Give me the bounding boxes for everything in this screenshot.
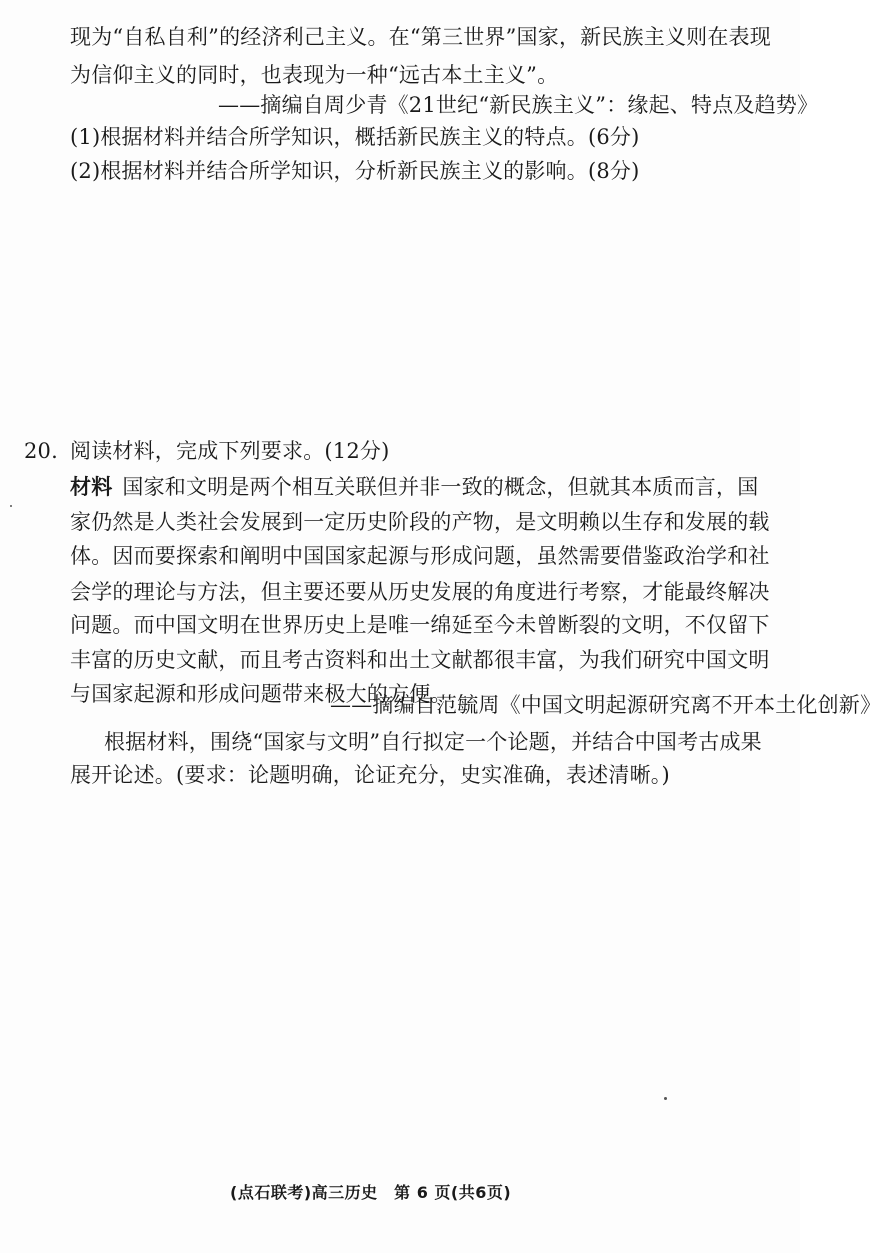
q19-subquestion-2: (2)根据材料并结合所学知识，分析新民族主义的影响。(8分) xyxy=(70,159,640,183)
q20-source-citation: ——摘编自范毓周《中国文明起源研究离不开本土化创新》 xyxy=(330,693,881,717)
q19-material-line: 现为“自私自利”的经济利己主义。在“第三世界”国家，新民族主义则在表现 xyxy=(70,25,771,49)
material-label: 材料 xyxy=(70,474,113,499)
q19-material-line: 为信仰主义的同时，也表现为一种“远古本土主义”。 xyxy=(70,63,559,87)
q19-subquestion-1: (1)根据材料并结合所学知识，概括新民族主义的特点。(6分) xyxy=(70,125,640,149)
q20-material-line: 问题。而中国文明在世界历史上是唯一绵延至今未曾断裂的文明，不仅留下 xyxy=(70,613,770,637)
material-text: 国家和文明是两个相互关联但并非一致的概念，但就其本质而言，国 xyxy=(122,475,759,499)
question-instruction: 阅读材料，完成下列要求。(12分) xyxy=(70,439,390,463)
q20-material-line: 体。因而要探索和阐明中国国家起源与形成问题，虽然需要借鉴政治学和社 xyxy=(70,544,770,568)
page-footer: (点石联考)高三历史 第 6 页(共6页) xyxy=(230,1183,512,1202)
scan-speck xyxy=(664,1097,667,1100)
q20-material-line: 与国家起源和形成问题带来极大的方便。 xyxy=(70,682,452,706)
q20-material-line xyxy=(70,472,758,502)
q20-heading xyxy=(24,436,390,466)
q20-material-line: 丰富的历史文献，而且考古资料和出土文献都很丰富，为我们研究中国文明 xyxy=(70,648,770,672)
q20-requirement-line: 根据材料，围绕“国家与文明”自行拟定一个论题，并结合中国考古成果 xyxy=(104,730,762,754)
q19-source-citation: ——摘编自周少青《21世纪“新民族主义”：缘起、特点及趋势》 xyxy=(218,93,819,117)
question-number: 20. xyxy=(24,439,58,463)
q20-material-line: 家仍然是人类社会发展到一定历史阶段的产物，是文明赖以生存和发展的载 xyxy=(70,510,770,534)
q20-material-line: 会学的理论与方法，但主要还要从历史发展的角度进行考察，才能最终解决 xyxy=(70,580,770,604)
q20-requirement-line: 展开论述。(要求：论题明确，论证充分，史实准确，表述清晰。) xyxy=(70,763,670,787)
scan-speck xyxy=(10,505,12,507)
